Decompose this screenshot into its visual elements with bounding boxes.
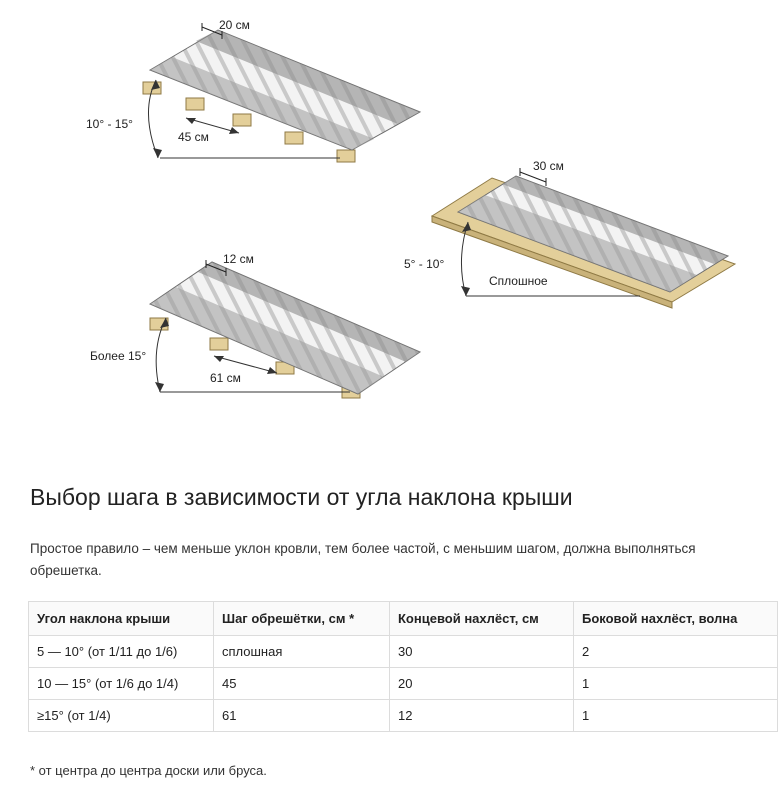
table-cell: сплошная bbox=[214, 636, 390, 668]
angle-label: 5° - 10° bbox=[404, 257, 445, 271]
table-row bbox=[29, 636, 778, 668]
step-label: 61 см bbox=[210, 371, 241, 385]
base-label: Сплошное bbox=[489, 274, 548, 288]
roof-diagram-1 bbox=[86, 18, 420, 162]
table-cell: 45 bbox=[214, 668, 390, 700]
column-header-side-overlap: Боковой нахлёст, волна bbox=[574, 602, 778, 636]
angle-label: Более 15° bbox=[90, 349, 147, 363]
table-row bbox=[29, 700, 778, 732]
roof-diagram-3 bbox=[90, 252, 420, 398]
footnote: * от центра до центра доски или бруса. bbox=[30, 763, 267, 778]
overlap-label: 20 см bbox=[219, 18, 250, 32]
roof-diagram-2 bbox=[404, 159, 735, 308]
step-label: 45 см bbox=[178, 130, 209, 144]
table-cell: ≥15° (от 1/4) bbox=[29, 700, 214, 732]
table-cell: 61 bbox=[214, 700, 390, 732]
overlap-label: 12 см bbox=[223, 252, 254, 266]
table-cell: 12 bbox=[390, 700, 574, 732]
table-cell: 5 — 10° (от 1/11 до 1/6) bbox=[29, 636, 214, 668]
table-cell: 1 bbox=[574, 668, 778, 700]
column-header-batten-step: Шаг обрешётки, см * bbox=[214, 602, 390, 636]
table-cell: 1 bbox=[574, 700, 778, 732]
table-cell: 20 bbox=[390, 668, 574, 700]
intro-paragraph: Простое правило – чем меньше уклон кровли, тем более частой, с меньшим шагом, должна выполняться обрешетка. bbox=[30, 541, 696, 578]
table-cell: 30 bbox=[390, 636, 574, 668]
column-header-end-overlap: Концевой нахлёст, см bbox=[390, 602, 574, 636]
column-header-roof-angle: Угол наклона крыши bbox=[29, 602, 214, 636]
table-cell: 10 — 15° (от 1/6 до 1/4) bbox=[29, 668, 214, 700]
page-title: Выбор шага в зависимости от угла наклона крыши bbox=[30, 484, 573, 510]
lathing-pitch-table bbox=[28, 601, 778, 732]
table-header-row bbox=[29, 602, 778, 636]
overlap-label: 30 см bbox=[533, 159, 564, 173]
angle-label: 10° - 15° bbox=[86, 117, 133, 131]
table-row bbox=[29, 668, 778, 700]
table-cell: 2 bbox=[574, 636, 778, 668]
